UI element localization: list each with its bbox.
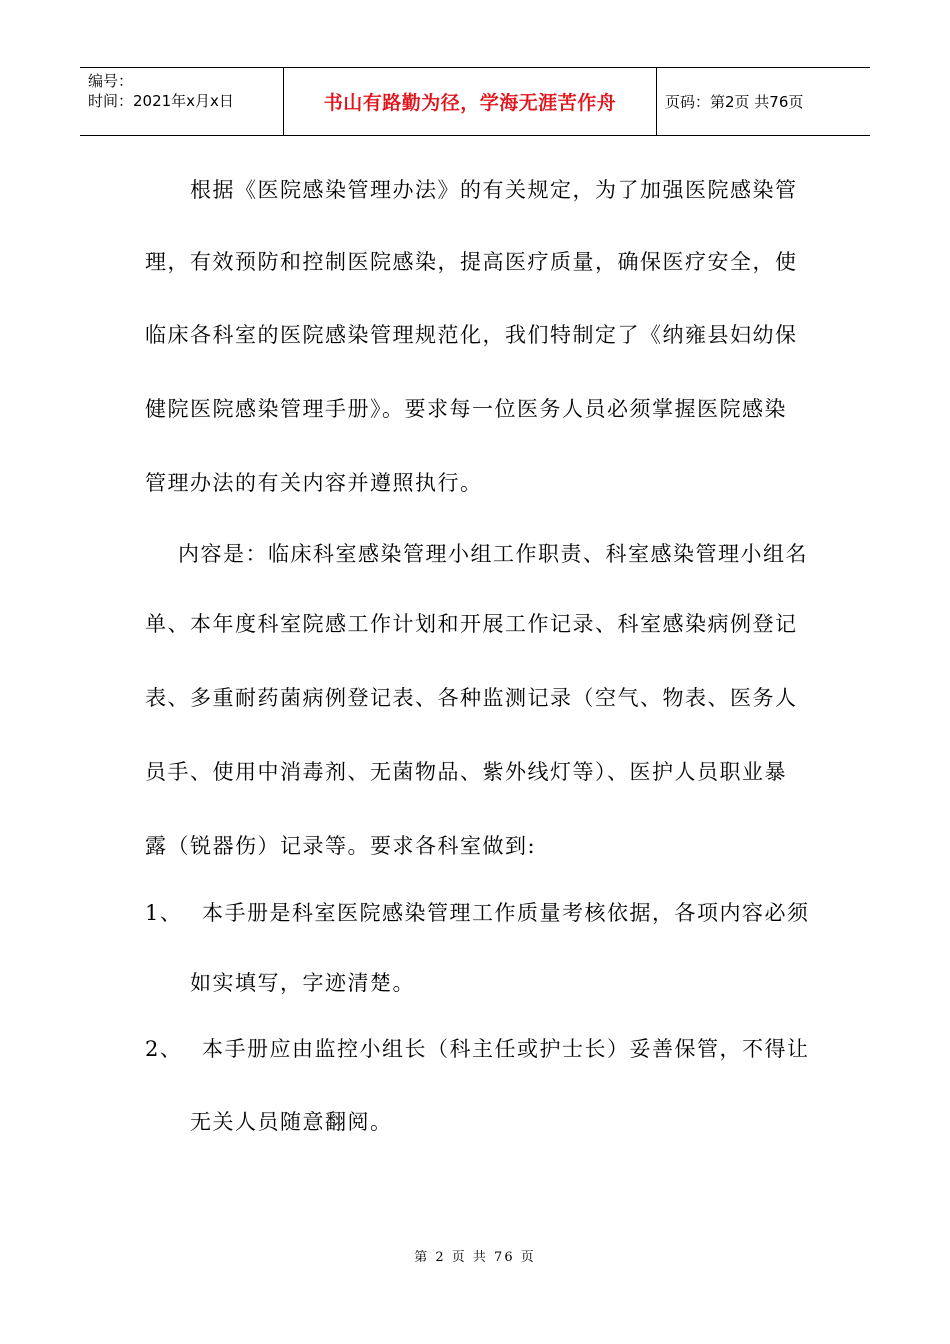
document-header xyxy=(80,67,870,136)
body-line: 单、本年度科室院感工作计划和开展工作记录、科室感染病例登记 xyxy=(145,612,798,636)
document-number-label: 编号： xyxy=(88,72,134,90)
body-line: 健院医院感染管理手册》。要求每一位医务人员必须掌握医院感染 xyxy=(145,397,787,421)
body-line: 管理办法的有关内容并遵照执行。 xyxy=(145,471,483,495)
list-item-line: 如实填写，字迹清楚。 xyxy=(190,971,415,995)
list-item-line: 本手册是科室医院感染管理工作质量考核依据，各项内容必须 xyxy=(202,901,810,925)
body-line: 根据《医院感染管理办法》的有关规定，为了加强医院感染管 xyxy=(190,178,798,202)
body-line: 临床各科室的医院感染管理规范化，我们特制定了《纳雍县妇幼保 xyxy=(145,323,798,347)
body-line: 员手、使用中消毒剂、无菌物品、紫外线灯等）、医护人员职业暴 xyxy=(145,760,787,784)
header-page-label: 页码：第2页 共76页 xyxy=(665,93,804,111)
body-line: 内容是：临床科室感染管理小组工作职责、科室感染管理小组名 xyxy=(178,542,808,566)
body-line: 理，有效预防和控制医院感染，提高医疗质量，确保医疗安全，使 xyxy=(145,250,798,274)
list-marker: 2、 xyxy=(145,1037,183,1061)
list-marker: 1、 xyxy=(145,901,183,925)
list-item-line: 无关人员随意翻阅。 xyxy=(190,1110,393,1134)
body-line: 露（锐器伤）记录等。要求各科室做到: xyxy=(145,834,537,858)
page-footer: 第 2 页 共 76 页 xyxy=(414,1250,536,1265)
header-motto: 书山有路勤为径，学海无涯苦作舟 xyxy=(323,92,617,114)
document-date-label: 时间：2021年x月x日 xyxy=(88,92,234,110)
list-item-line: 本手册应由监控小组长（科主任或护士长）妥善保管，不得让 xyxy=(202,1037,810,1061)
body-line: 表、多重耐药菌病例登记表、各种监测记录（空气、物表、医务人 xyxy=(145,686,798,710)
header-meta xyxy=(80,68,283,135)
